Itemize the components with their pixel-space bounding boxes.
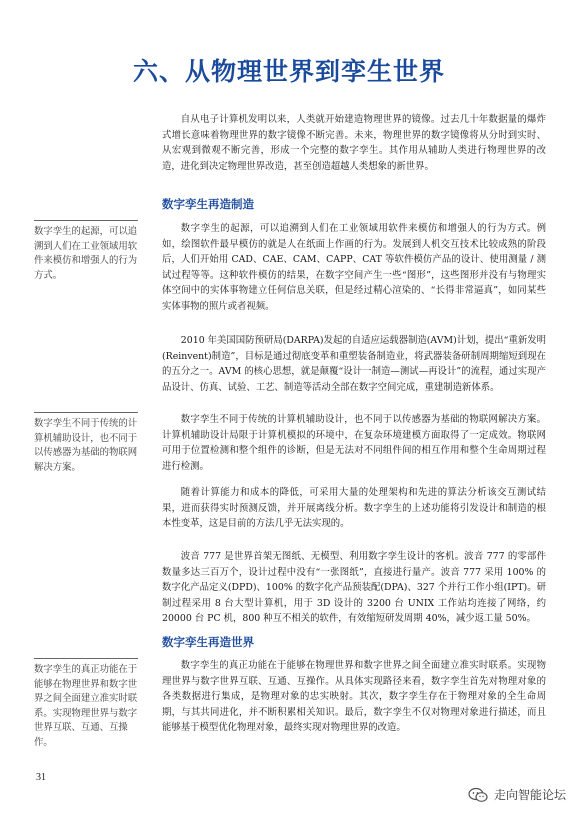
sidenote-function: 数字孪生的真正功能在于能够在物理世界和数字世界之间全面建立准实时联系。实现物理世界与数字世界互联、互通、互操作。 xyxy=(34,658,138,751)
section-heading-world: 数字孪生再造世界 xyxy=(162,635,254,649)
section-heading-manufacturing: 数字孪生再造制造 xyxy=(162,197,254,211)
wechat-icon xyxy=(468,787,488,803)
sidenote-difference: 数字孪生不同于传统的计算机辅助设计，也不同于以传感器为基础的物联网解决方案。 xyxy=(34,412,138,475)
page-number: 31 xyxy=(36,772,46,783)
intro-paragraph: 自从电子计算机发明以来，人类就开始建造物理世界的镜像。过去几十年数据量的爆炸式增长意味着物理世界的数字镜像不断完善。未来，物理世界的数字镜像将从分时到实时、从宏观到微观不断完善，形成一个完整的数字孪生。其作用从辅助人类进行物理世界的改造，进化到决定物理世界改造，甚至创造超越人类想象的新世界。 xyxy=(162,114,546,172)
page-title: 六、从物理世界到孪生世界 xyxy=(132,57,445,86)
paragraph-origin: 数字孪生的起源，可以追溯到人们在工业领域用软件来模仿和增强人的行为方式。例如，绘图软件最早模仿的就是人在纸面上作画的行为。发展到人机交互技术比较成熟的阶段后，人们开始用 CAD、CAE、CAM、CAPP、CAT 等软件模仿产品的设计、使用测量 / 测试过程等等。这种软件模仿的结果，在数字空间产生一些“图形”，这些图形并没有与物理实体空间中的实体事物建立任何信息关联，但是经过精心渲染的、“长得非常逼真”，如同某些实体事物的照片或者视频。 xyxy=(162,223,546,312)
paragraph-computing: 随着计算能力和成本的降低，可采用大量的处理架构和先进的算法分析该交互测试结果，进而获得实时预测反馈，并开展离线分析。数字孪生的上述功能将引发设计和制造的根本性变革，这是目前的方法几乎无法实现的。 xyxy=(162,487,546,530)
watermark xyxy=(468,786,566,803)
paragraph-boeing: 波音 777 是世界首架无图纸、无模型、利用数字孪生设计的客机。波音 777 的零部件数量多达三百万个，设计过程中没有“一张图纸”，直接进行量产。波音 777 采用 100% 的数字化产品定义(DPD)、100% 的数字化产品预装配(DPA)、327 个并行工作小组(IPT)。研制过程采用 8 台大型计算机，用于 3D 设计的 3200 台 UNIX 工作站均连接了网络，约 20000 台 PC 机，800 种互不相关的软件，有效缩短研发周期 40%，减少返工量 50%。 xyxy=(162,551,546,625)
paragraph-difference: 数字孪生不同于传统的计算机辅助设计，也不同于以传感器为基础的物联网解决方案。计算机辅助设计局限于计算机模拟的环境中，在复杂环境建模方面取得了一定成效。物联网可用于位置检测和整个组件的诊断，但是无法对不同组件间的相互作用和整个生命周期过程进行检测。 xyxy=(162,414,546,472)
sidenote-origin: 数字孪生的起源，可以追溯到人们在工业领域用软件来模仿和增强人的行为方式。 xyxy=(34,220,138,283)
paragraph-function: 数字孪生的真正功能在于能够在物理世界和数字世界之间全面建立准实时联系。实现物理世界与数字世界互联、互通、互操作。从具体实现路径来看，数字孪生首先对物理对象的各类数据进行集成，是物理对象的忠实映射。其次，数字孪生存在于物理对象的全生命周期，与其共同进化，并不断积累相关知识。最后，数字孪生不仅对物理对象进行描述，而且能够基于模型优化物理对象，最终实现对物理世界的改造。 xyxy=(162,660,546,734)
watermark-text: 走向智能论坛 xyxy=(493,788,566,802)
paragraph-darpa: 2010 年美国国防预研局(DARPA)发起的自适应运载器制造(AVM)计划，提出“重新发明(Reinvent)制造”，目标是通过彻底变革和重塑装备制造业，将武器装备研制周期缩短到现在的五分之一。AVM 的核心思想，就是颠覆“设计一制造—测试—再设计”的流程，通过实现产品设计、仿真、试验、工艺、制造等活动全部在数字空间完成，重建制造新体系。 xyxy=(162,335,546,393)
